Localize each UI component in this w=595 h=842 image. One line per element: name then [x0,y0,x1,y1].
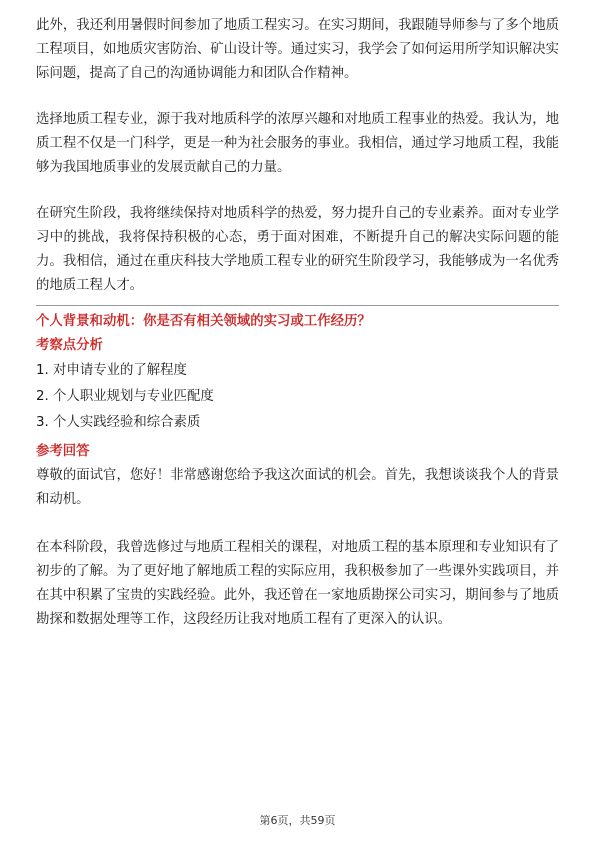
analysis-label: 考察点分析 [36,338,103,353]
answer-paragraph-greeting: 尊敬的面试官，您好！非常感谢您给予我这次面试的机会。首先，我想谈谈我个人的背景和动机。 [36,468,559,507]
document-page [36,14,559,632]
paragraph-major-choice: 选择地质工程专业，源于我对地质科学的浓厚兴趣和对地质工程事业的热爱。我认为，地质工程不仅是一门科学，更是一种为社会服务的事业。我相信，通过学习地质工程，我能够为我国地质事业的发展贡献自己的力量。 [36,112,559,175]
analysis-item: 2. 个人职业规划与专业匹配度 [36,389,214,404]
section-divider [36,305,559,306]
analysis-item: 1. 对申请专业的了解程度 [36,363,187,378]
paragraph-internship: 此外，我还利用暑假时间参加了地质工程实习。在实习期间，我跟随导师参与了多个地质工程项目，如地质灾害防治、矿山设计等。通过实习，我学会了如何运用所学知识解决实际问题，提高了自己的沟通协调能力和团队合作精神。 [36,18,559,81]
analysis-list [36,358,559,436]
answer-paragraph-background: 在本科阶段，我曾选修过与地质工程相关的课程，对地质工程的基本原理和专业知识有了初步的了解。为了更好地了解地质工程的实际应用，我积极参加了一些课外实践项目，并在其中积累了宝贵的实践经验。此外，我还曾在一家地质勘探公司实习，期间参与了地质勘探和数据处理等工作，这段经历让我对地质工程有了更深入的认识。 [36,540,559,627]
answer-label: 参考回答 [36,444,90,459]
page-number-footer: 第6页，共59页 [259,814,336,827]
paragraph-gap [36,86,559,108]
paragraph-gap [36,180,559,202]
paragraph-graduate-plan: 在研究生阶段，我将继续保持对地质科学的热爱，努力提升自己的专业素养。面对专业学习中的挑战，我将保持积极的心态，勇于面对困难，不断提升自己的解决实际问题的能力。我相信，通过在重庆科技大学地质工程专业的研究生阶段学习，我能够成为一名优秀的地质工程人才。 [36,206,559,293]
interview-question: 个人背景和动机：你是否有相关领域的实习或工作经历？ [36,314,371,329]
analysis-item: 3. 个人实践经验和综合素质 [36,415,201,430]
paragraph-gap [36,512,559,536]
